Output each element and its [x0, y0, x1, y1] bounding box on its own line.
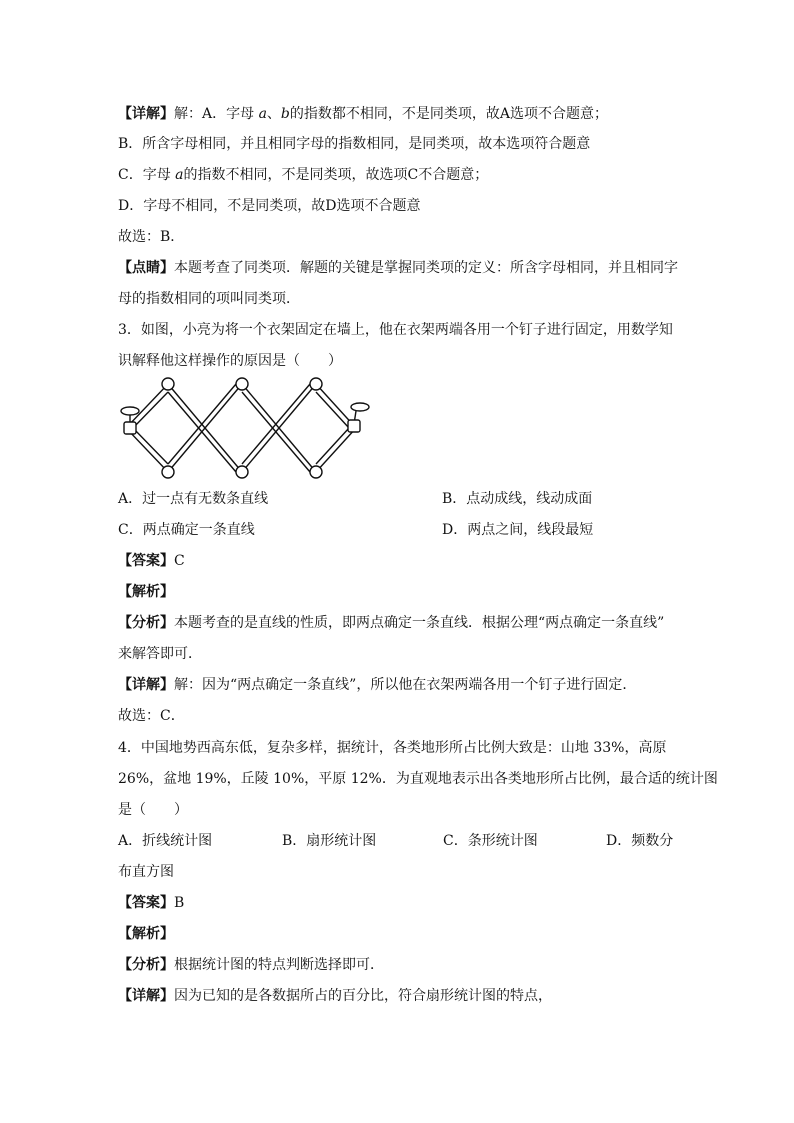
pivot-circle — [162, 466, 174, 478]
left-nail-icon — [121, 407, 139, 434]
q3-answer — [118, 551, 185, 571]
q4-analysis — [118, 955, 384, 975]
q4-option-b[interactable]: B．扇形统计图 — [282, 833, 377, 849]
hanger-figure — [116, 374, 406, 484]
pivot-circle — [236, 378, 248, 390]
q3-stem-line-1: 3．如图，小亮为将一个衣架固定在墙上，他在衣架两端各用一个钉子进行固定，用数学知 — [118, 322, 673, 338]
answer-value: B — [174, 895, 185, 911]
q4-detail — [118, 986, 552, 1006]
q3-analysis-line-1 — [118, 613, 664, 633]
right-nail-icon — [348, 403, 369, 432]
detail-tag: 【详解】 — [118, 988, 174, 1004]
q2-detail-line-4: D．字母不相同，不是同类项，故D选项不合题意 — [118, 198, 421, 214]
text: 解：因为“两点确定一条直线”，所以他在衣架两端各用一个钉子进行固定． — [174, 677, 637, 693]
q2-comment-tag: 【点睛】 — [118, 260, 174, 276]
q3-analysis-tag: 【解析】 — [118, 584, 174, 600]
q3-detail — [118, 675, 636, 695]
q2-detail-line-3 — [118, 165, 488, 185]
q4-analysis-tag: 【解析】 — [118, 926, 174, 942]
q3-option-d[interactable]: D．两点之间，线段最短 — [442, 522, 594, 538]
q2-comment-line-2: 母的指数相同的项叫同类项． — [118, 291, 300, 307]
q4-option-a[interactable]: A．折线统计图 — [118, 833, 213, 849]
q3-choose: 故选：C． — [118, 708, 185, 724]
answer-tag: 【答案】 — [118, 895, 174, 911]
q3-option-b[interactable]: B．点动成线，线动成面 — [442, 491, 593, 507]
q2-comment-line-1 — [118, 258, 678, 278]
text: 、 — [266, 106, 281, 122]
text: 本题考查的是直线的性质，即两点确定一条直线．根据公理“两点确定一条直线” — [174, 615, 665, 631]
q4-option-d[interactable]: D．频数分 — [606, 833, 674, 849]
text: 因为已知的是各数据所占的百分比，符合扇形统计图的特点， — [174, 988, 552, 1004]
q3-analysis-line-2: 来解答即可． — [118, 646, 202, 662]
answer-value: C — [174, 553, 185, 569]
q2-detail-tag: 【详解】 — [118, 106, 174, 122]
analysis-label: 【分析】 — [118, 615, 174, 631]
text: 的指数都不相同，不是同类项，故A选项不合题意； — [289, 106, 608, 122]
var-a: a — [258, 106, 267, 122]
answer-tag: 【答案】 — [118, 553, 174, 569]
text: 根据统计图的特点判断选择即可． — [174, 957, 384, 973]
hanger-strap — [126, 384, 356, 472]
q4-option-c[interactable]: C．条形统计图 — [443, 833, 538, 849]
text: 解：A．字母 — [174, 106, 259, 122]
pivot-circle — [310, 378, 322, 390]
q3-option-c[interactable]: C．两点确定一条直线 — [118, 522, 255, 538]
text: 的指数不相同，不是同类项，故选项C不合题意； — [183, 167, 489, 183]
q3-stem-line-2: 识解释他这样操作的原因是（ ） — [118, 353, 342, 369]
var-a: a — [175, 167, 184, 183]
q2-choose: 故选：B． — [118, 229, 185, 245]
detail-tag: 【详解】 — [118, 677, 174, 693]
analysis-label: 【分析】 — [118, 957, 174, 973]
var-b: b — [280, 106, 290, 122]
q4-answer — [118, 893, 184, 913]
text: C．字母 — [118, 167, 176, 183]
q4-option-d-continued: 布直方图 — [118, 864, 174, 880]
pivot-circle — [236, 466, 248, 478]
q4-stem-line-2: 26%，盆地 19%，丘陵 10%，平原 12%．为直观地表示出各类地形所占比例，最合适的统计图 — [118, 771, 718, 787]
pivot-circle — [162, 378, 174, 390]
q4-stem-line-3: 是（ ） — [118, 802, 188, 818]
pivot-circle — [310, 466, 322, 478]
q2-detail-line-2: B．所含字母相同，并且相同字母的指数相同，是同类项，故本选项符合题意 — [118, 136, 591, 152]
q2-detail-line-1 — [118, 104, 608, 124]
q3-option-a[interactable]: A．过一点有无数条直线 — [118, 491, 269, 507]
q4-stem-line-1: 4．中国地势西高东低，复杂多样，据统计，各类地形所占比例大致是：山地 33%，高原 — [118, 740, 667, 756]
text: 本题考查了同类项．解题的关键是掌握同类项的定义：所含字母相同，并且相同字 — [174, 260, 678, 276]
